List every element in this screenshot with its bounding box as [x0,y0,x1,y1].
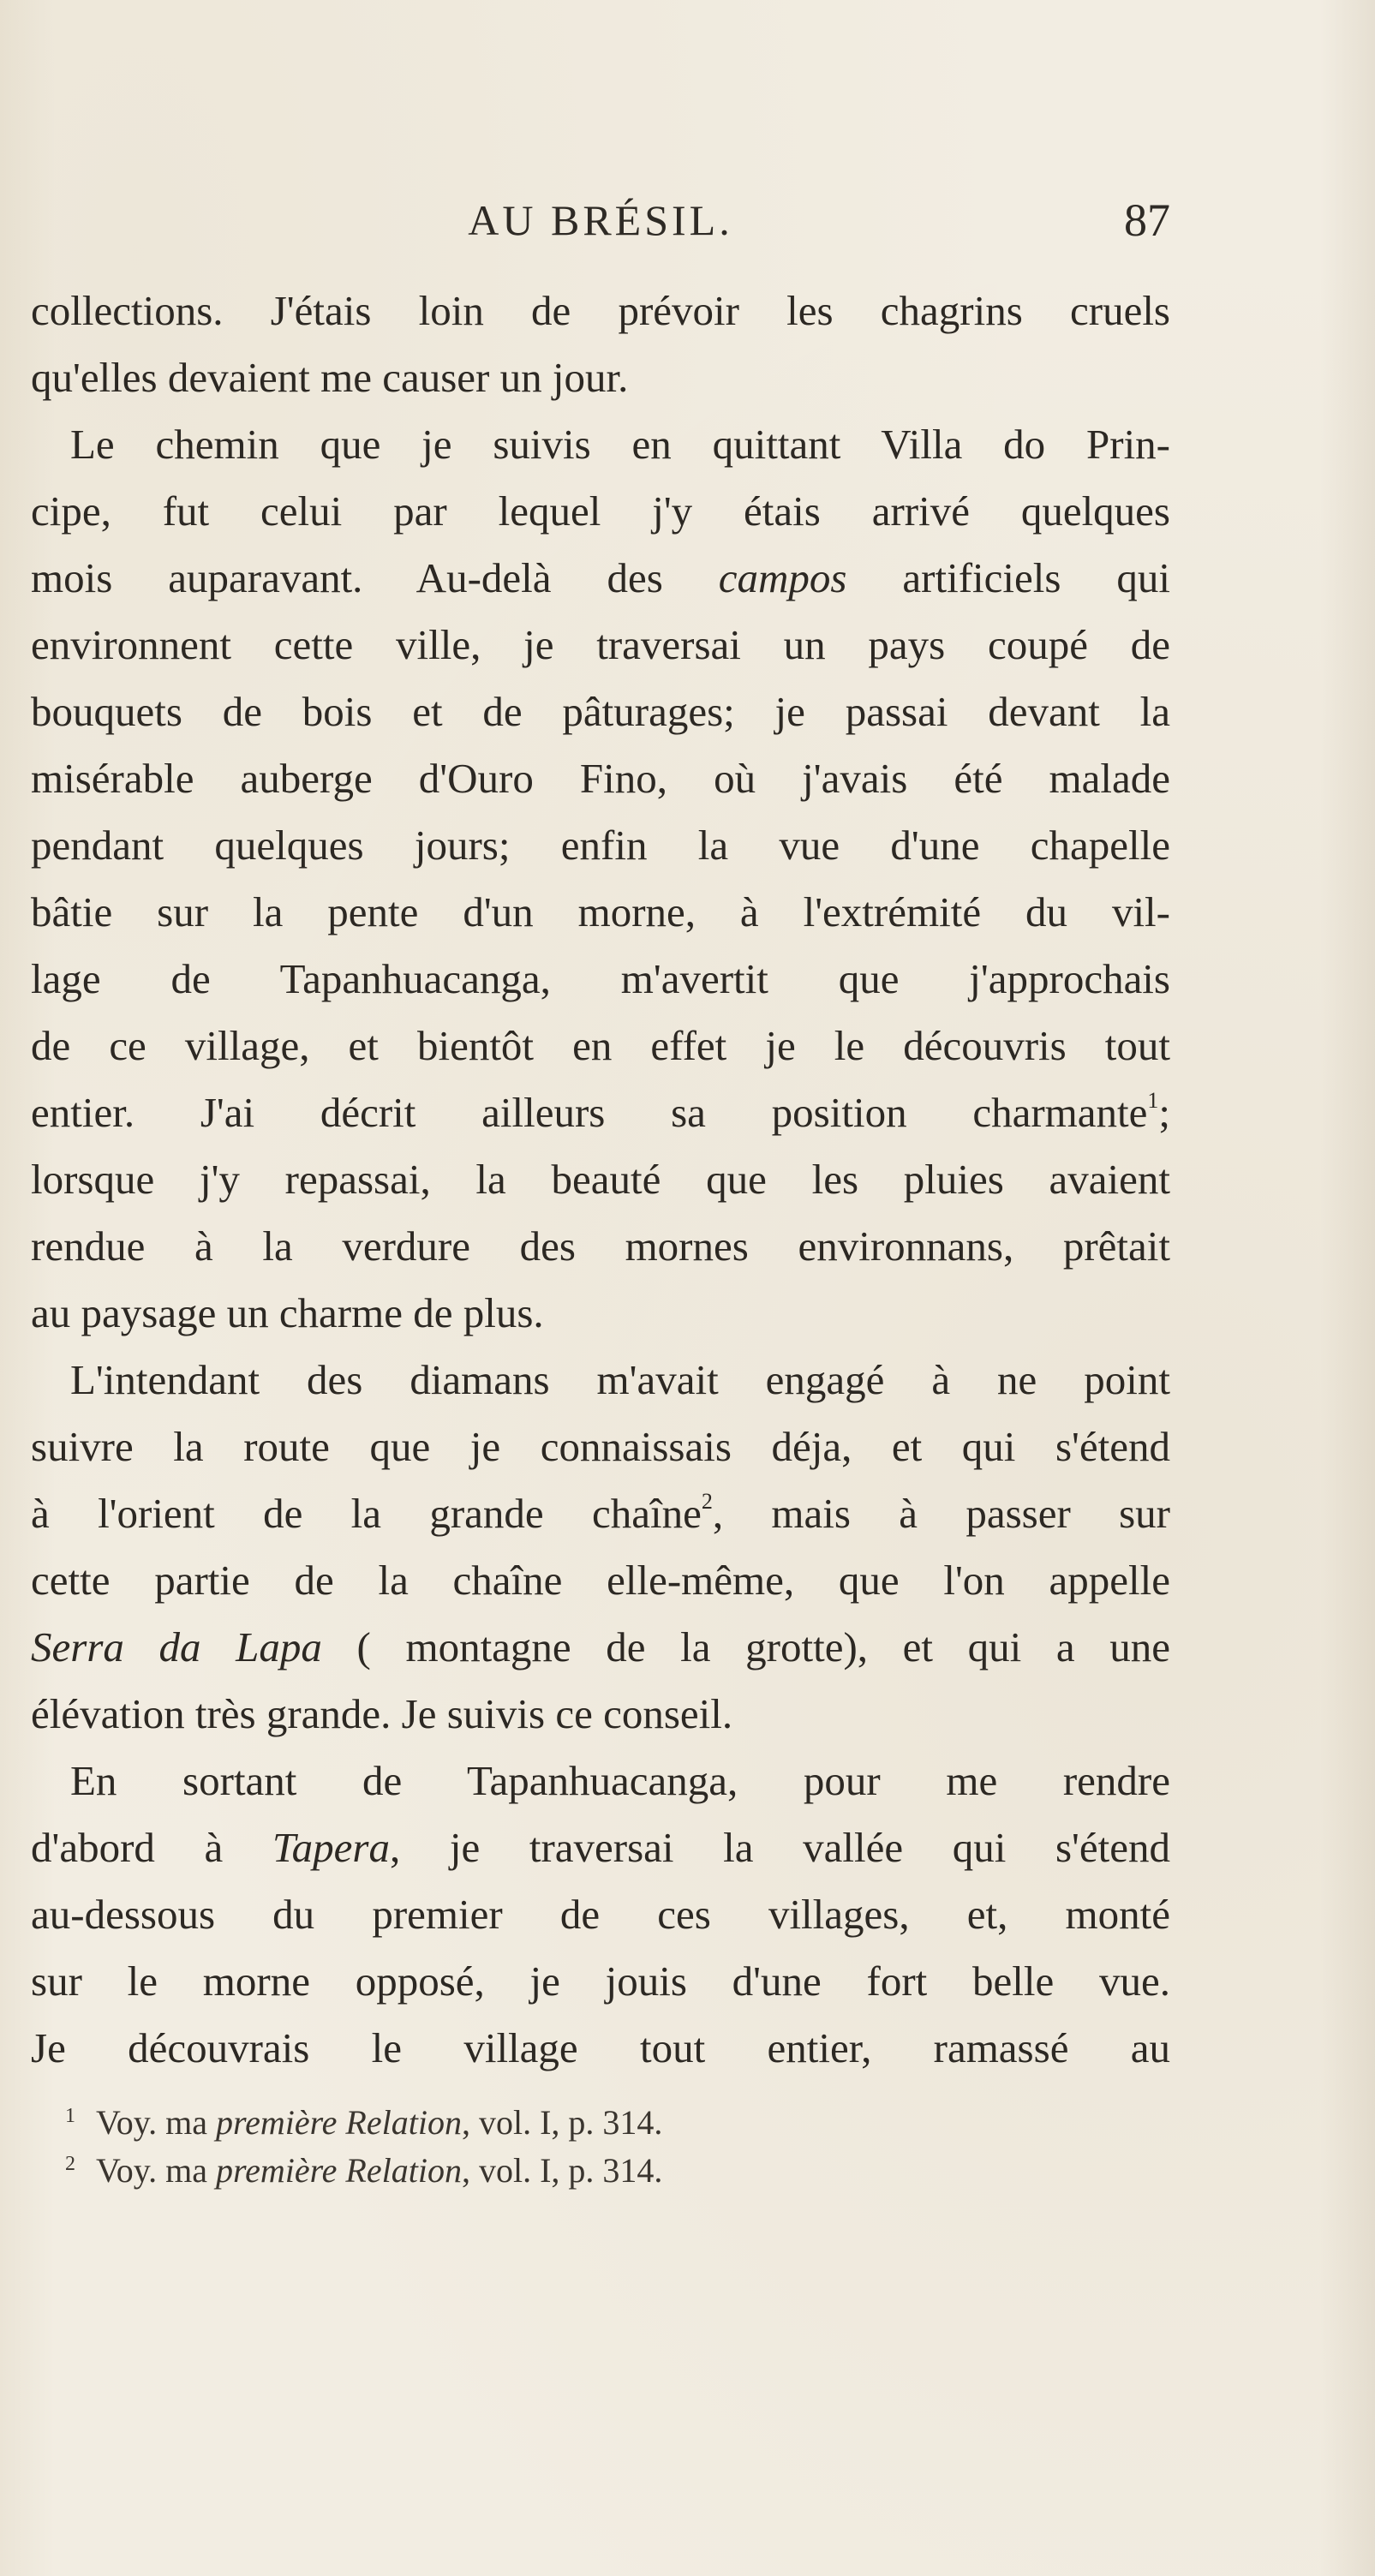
body-text [31,278,1170,2082]
footnotes [65,2099,1093,2195]
text-line: entier. J'ai décrit ailleurs sa position charmante$^1$; [31,1088,1170,1136]
text-line: Serra da Lapa ( montagne de la grotte), et qui a une [31,1623,1170,1671]
footnote-ref: 2 [701,1489,713,1514]
text-line: L'intendant des diamans m'avait engagé à ne point [70,1356,1170,1403]
text-line: à l'orient de la grande chaîne$^2$, mais à passer sur [31,1489,1170,1537]
text-line: de ce village, et bientôt en effet je le découvris tout [31,1022,1170,1069]
page-header [31,190,1170,250]
text-line: au paysage un charme de plus. [31,1289,544,1336]
running-title: AU BRÉSIL. [468,196,733,244]
text-line: rendue à la verdure des mornes environnans, prêtait [31,1222,1170,1270]
text-line: d'abord à Tapera, je traversai la vallée qui s'étend [31,1824,1170,1871]
page-number: 87 [1124,194,1170,246]
text-line: qu'elles devaient me causer un jour. [31,354,629,401]
text-line: suivre la route que je connaissais déja, et qui s'étend [31,1423,1170,1470]
text-line: Le chemin que je suivis en quittant Villa do Prin- [70,421,1170,468]
text-line: collections. J'étais loin de prévoir les chagrins cruels [31,287,1170,334]
footnote: 2 Voy. ma première Relation, vol. I, p. 314. [65,2151,663,2190]
italic-term: Serra da Lapa [31,1623,322,1671]
text-line: bouquets de bois et de pâturages; je passai devant la [31,688,1170,735]
text-line: cette partie de la chaîne elle-même, que l'on appelle [31,1557,1170,1604]
text-line: pendant quelques jours; enfin la vue d'une chapelle [31,822,1170,869]
text-line: lage de Tapanhuacanga, m'avertit que j'approchais [31,955,1170,1002]
text-line: cipe, fut celui par lequel j'y étais arrivé quelques [31,487,1170,535]
text-line: En sortant de Tapanhuacanga, pour me rendre [70,1757,1170,1804]
text-line: misérable auberge d'Ouro Fino, où j'avais été malade [31,755,1170,802]
text-line: mois auparavant. Au-delà des campos artificiels qui [31,554,1170,601]
text-line: environnent cette ville, je traversai un pays coupé de [31,621,1170,668]
footnote-ref: 1 [1147,1088,1159,1113]
italic-term: Tapera [272,1824,390,1871]
text-line: bâtie sur la pente d'un morne, à l'extrémité du vil- [31,888,1170,935]
text-line: sur le morne opposé, je jouis d'une fort belle vue. [31,1957,1170,2005]
text-line: lorsque j'y repassai, la beauté que les pluies avaient [31,1156,1170,1203]
footnote: 1 Voy. ma première Relation, vol. I, p. 314. [65,2103,663,2142]
text-line: au-dessous du premier de ces villages, et, monté [31,1891,1170,1938]
text-line: élévation très grande. Je suivis ce conseil. [31,1690,733,1737]
text-line: Je découvrais le village tout entier, ramassé au [31,2024,1170,2071]
italic-term: campos [718,554,847,601]
